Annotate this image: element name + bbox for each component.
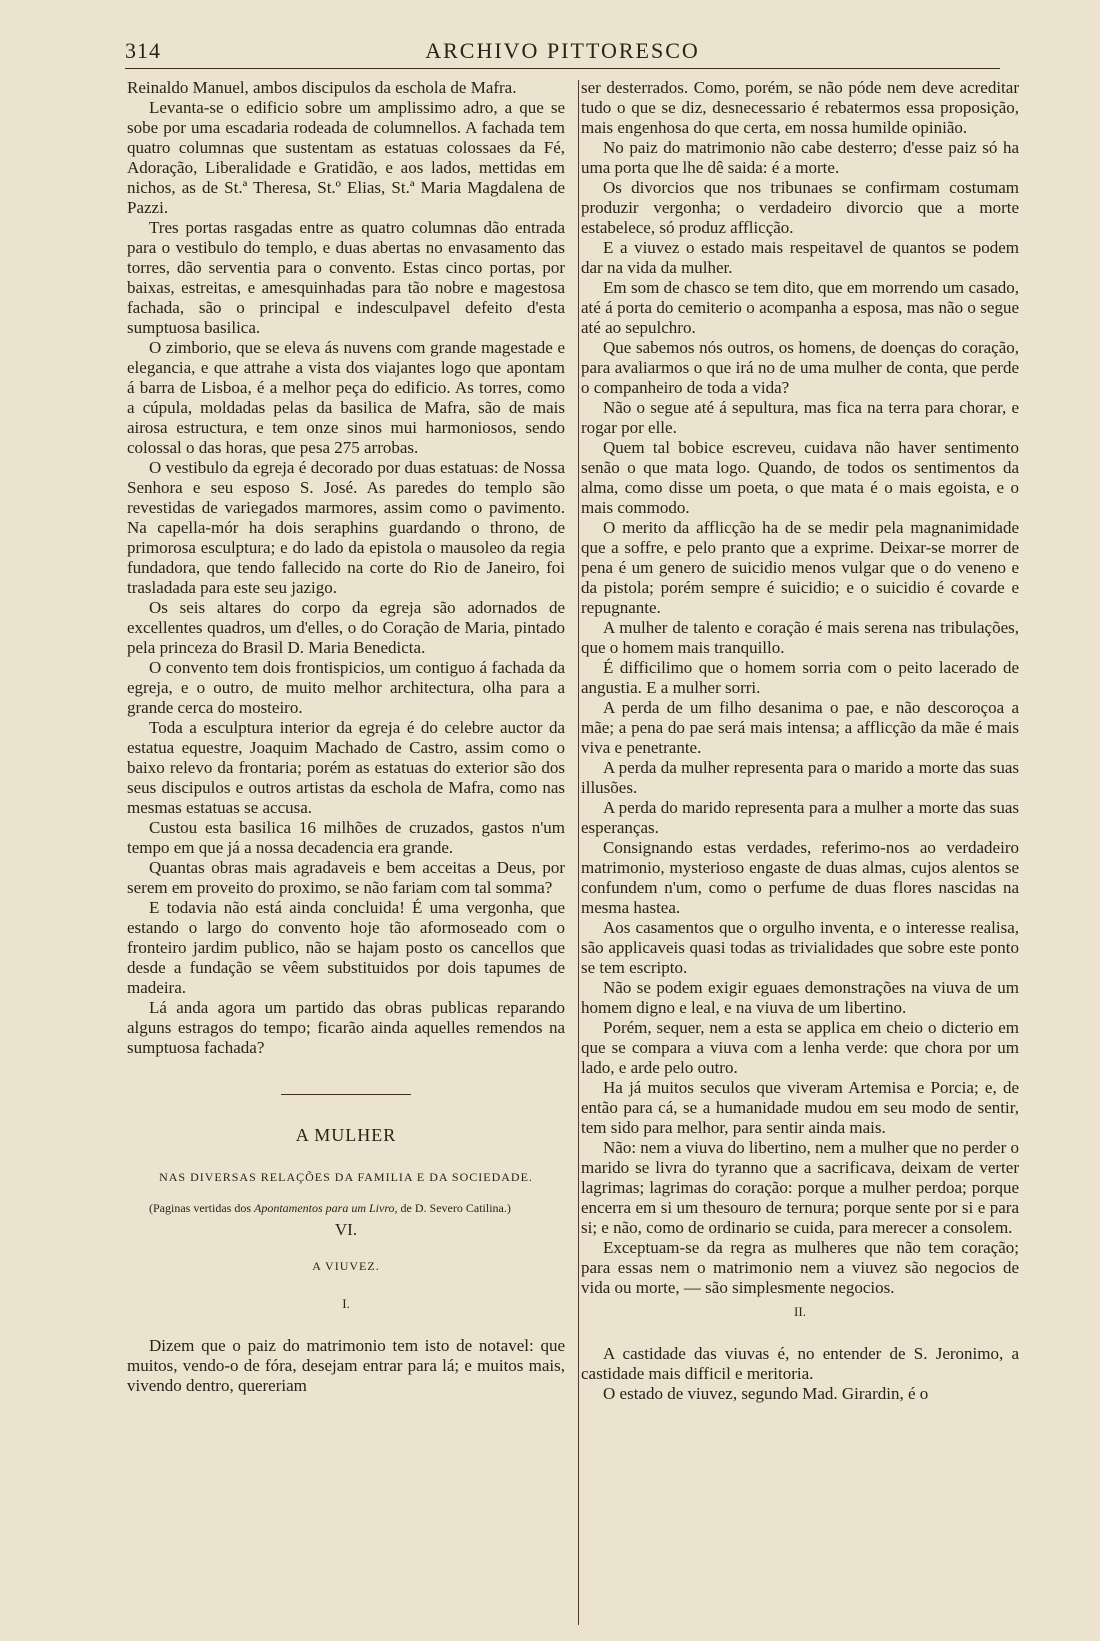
paragraph: A perda da mulher representa para o marido a morte das suas illusões. bbox=[581, 758, 1019, 797]
paragraph: Não se podem exigir eguaes demonstrações na viuva de um homem digno e leal, e na viuva de um libertino. bbox=[581, 978, 1019, 1017]
paragraph: No paiz do matrimonio não cabe desterro; d'esse paiz só ha uma porta que lhe dê saida: é a morte. bbox=[581, 138, 1019, 177]
paragraph: Não: nem a viuva do libertino, nem a mulher que no perder o marido se livra do tyranno que a sacrificava, deixam de verter lagrimas; lagrimas do coração: porque a mulher perdoa; porque encerra em si um thesouro de ternura; porque sente por si e para si; e não, como de ordinario se cuida, para merecer a consolem. bbox=[581, 1138, 1019, 1237]
paragraph: A mulher de talento e coração é mais serena nas tribulações, que o homem mais tranquillo. bbox=[581, 618, 1019, 657]
note-book-title: Apontamentos para um Livro, bbox=[253, 1201, 398, 1215]
paragraph: É difficilimo que o homem sorria com o peito lacerado de angustia. E a mulher sorri. bbox=[581, 658, 1019, 697]
paragraph: Os seis altares do corpo da egreja são adornados de excellentes quadros, um d'elles, o do Coração de Maria, pintado pela princeza do Brasil D. Maria Benedicta. bbox=[127, 598, 565, 657]
section-number: II. bbox=[794, 1304, 806, 1319]
paragraph: Consignando estas verdades, referimo-nos ao verdadeiro matrimonio, mysterioso engaste de duas almas, cujos alentos se confundem n'um, como o perfume de duas flores nascidas na mesma hastea. bbox=[581, 838, 1019, 917]
paragraph: A perda do marido representa para a mulher a morte das suas esperanças. bbox=[581, 798, 1019, 837]
section-title: A VIUVEZ. bbox=[312, 1259, 380, 1273]
article-part-number: VI. bbox=[334, 1220, 358, 1239]
paragraph: Aos casamentos que o orgulho inventa, e o interesse realisa, são applicaveis quasi todas as trivialidades que sobre este ponto se tem escripto. bbox=[581, 918, 1019, 977]
page-number: 314 bbox=[125, 38, 161, 63]
paragraph: Os divorcios que nos tribunaes se confirmam costumam produzir vergonha; o verdadeiro divorcio que a morte estabelece, só produz afflicção. bbox=[581, 178, 1019, 237]
note-text: (Paginas vertidas dos bbox=[149, 1201, 254, 1215]
paragraph: Porém, sequer, nem a esta se applica em cheio o dicterio em que se compara a viuva com a lenha verde: que chora por um lado, e arde pelo outro. bbox=[581, 1018, 1019, 1077]
paragraph: O merito da afflicção ha de se medir pela magnanimidade que a soffre, e pelo pranto que a exprime. Deixar-se morrer de pena é um genero de suicidio menos vulgar que o do veneno e da pistola; porém sempre é suicidio; e o suicidio é covarde e repugnante. bbox=[581, 518, 1019, 617]
paragraph: Custou esta basilica 16 milhões de cruzados, gastos n'um tempo em que já a nossa decadencia era grande. bbox=[127, 818, 565, 857]
paragraph: Que sabemos nós outros, os homens, de doenças do coração, para avaliarmos o que irá no de uma mulher de conta, que perde o companheiro de toda a vida? bbox=[581, 338, 1019, 397]
paragraph: Não o segue até á sepultura, mas fica na terra para chorar, e rogar por elle. bbox=[581, 398, 1019, 437]
paragraph: E todavia não está ainda concluida! É uma vergonha, que estando o largo do convento hoje tão aformoseado com o fronteiro jardim publico, não se hajam posto os cancellos que desde a fundação se vêem substituidos por dois tapumes de madeira. bbox=[127, 898, 565, 997]
section-number: I. bbox=[342, 1296, 350, 1311]
paragraph: Quem tal bobice escreveu, cuidava não haver sentimento senão o que mata logo. Quando, de todos os sentimentos da alma, como disse um poeta, o que mata é o mais egoista, e o mais commodo. bbox=[581, 438, 1019, 517]
paragraph: Toda a esculptura interior da egreja é do celebre auctor da estatua equestre, Joaquim Machado de Castro, assim como o baixo relevo da frontaria; porém as estatuas do exterior são dos seus discipulos e outros artistas da eschola de Mafra, como nas mesmas estatuas se accusa. bbox=[127, 718, 565, 817]
article-separator bbox=[281, 1094, 411, 1095]
paragraph: O zimborio, que se eleva ás nuvens com grande magestade e elegancia, e que attrahe a vista dos viajantes logo que apontam á barra de Lisboa, é a melhor peça do edificio. As torres, como a cúpula, moldadas pelas da basilica de Mafra, são de mais airosa estructura, e tem onze sinos mui harmoniosos, sendo colossal o das horas, que pesa 275 arrobas. bbox=[127, 338, 565, 457]
paragraph: E a viuvez o estado mais respeitavel de quantos se podem dar na vida da mulher. bbox=[581, 238, 1019, 277]
running-title: ARCHIVO PITTORESCO bbox=[425, 38, 700, 63]
page-header bbox=[125, 38, 1000, 66]
paragraph: Exceptuam-se da regra as mulheres que não tem coração; para essas nem o matrimonio nem a viuvez são negocios de vida ou morte, — são simplesmente negocios. bbox=[581, 1238, 1019, 1297]
article-title: A MULHER bbox=[295, 1125, 397, 1145]
note-author: de D. Severo Catilina.) bbox=[397, 1201, 511, 1215]
paragraph: Tres portas rasgadas entre as quatro columnas dão entrada para o vestibulo do templo, e duas abertas no envasamento das torres, dão serventia para o convento. Estas cinco portas, por baixas, estreitas, e amesquinhadas para tão nobre e magestosa fachada, são o principal e indesculpavel defeito d'esta sumptuosa basilica. bbox=[127, 218, 565, 337]
paragraph: Ha já muitos seculos que viveram Artemisa e Porcia; e, de então para cá, se a humanidade mudou em seu modo de sentir, tem sido para melhor, para sentir ainda mais. bbox=[581, 1078, 1019, 1137]
article-source-note bbox=[127, 1201, 565, 1216]
paragraph: Levanta-se o edificio sobre um amplissimo adro, a que se sobe por uma escadaria rodeada de columnellos. A fachada tem quatro columnas que sustentam as estatuas colossaes da Fé, Adoração, Liberalidade e Gratidão, e aos lados, mettidas em nichos, as de St.ª Theresa, St.º Elias, St.ª Maria Magdalena de Pazzi. bbox=[127, 98, 565, 217]
paragraph: O vestibulo da egreja é decorado por duas estatuas: de Nossa Senhora e seu esposo S. José. As paredes do templo são revestidas de variegados marmores, assim como o pavimento. Na capella-mór ha dois seraphins guardando o throno, de primorosa esculptura; e do lado da epistola o mausoleo da regia fundadora, que tendo fallecido na corte do Rio de Janeiro, foi trasladada para este seu jazigo. bbox=[127, 458, 565, 597]
paragraph: ser desterrados. Como, porém, se não póde nem deve acreditar tudo o que se diz, desnecessario é rebatermos essa proposição, mais engenhosa do que certa, em nossa humilde opinião. bbox=[581, 78, 1019, 137]
header-rule bbox=[125, 68, 1000, 69]
paragraph: Em som de chasco se tem dito, que em morrendo um casado, até á porta do cemiterio o acompanha a esposa, mas não o segue até ao sepulchro. bbox=[581, 278, 1019, 337]
paragraph: O convento tem dois frontispicios, um contiguo á fachada da egreja, e o outro, de muito melhor architectura, olha para a grande cerca do mosteiro. bbox=[127, 658, 565, 717]
left-column bbox=[127, 78, 565, 1396]
paragraph: Quantas obras mais agradaveis e bem acceitas a Deus, por serem em proveito do proximo, se não fariam com tal somma? bbox=[127, 858, 565, 897]
column-divider bbox=[578, 80, 579, 1625]
article-subtitle: NAS DIVERSAS RELAÇÕES DA FAMILIA E DA SOCIEDADE. bbox=[159, 1170, 533, 1184]
paragraph: A perda de um filho desanima o pae, e não descoroçoa a mãe; a pena do pae será mais intensa; a afflicção da mãe é mais viva e penetrante. bbox=[581, 698, 1019, 757]
paragraph: A castidade das viuvas é, no entender de S. Jeronimo, a castidade mais difficil e meritoria. bbox=[581, 1344, 1019, 1383]
paragraph: Lá anda agora um partido das obras publicas reparando alguns estragos do tempo; ficarão ainda aquelles remendos na sumptuosa fachada? bbox=[127, 998, 565, 1057]
right-column bbox=[581, 78, 1019, 1404]
paragraph: Reinaldo Manuel, ambos discipulos da eschola de Mafra. bbox=[127, 78, 517, 97]
paragraph: O estado de viuvez, segundo Mad. Girardin, é o bbox=[603, 1384, 929, 1403]
paragraph: Dizem que o paiz do matrimonio tem isto de notavel: que muitos, vendo-o de fóra, desejam entrar para lá; e muitos mais, vivendo dentro, quereriam bbox=[127, 1336, 565, 1395]
